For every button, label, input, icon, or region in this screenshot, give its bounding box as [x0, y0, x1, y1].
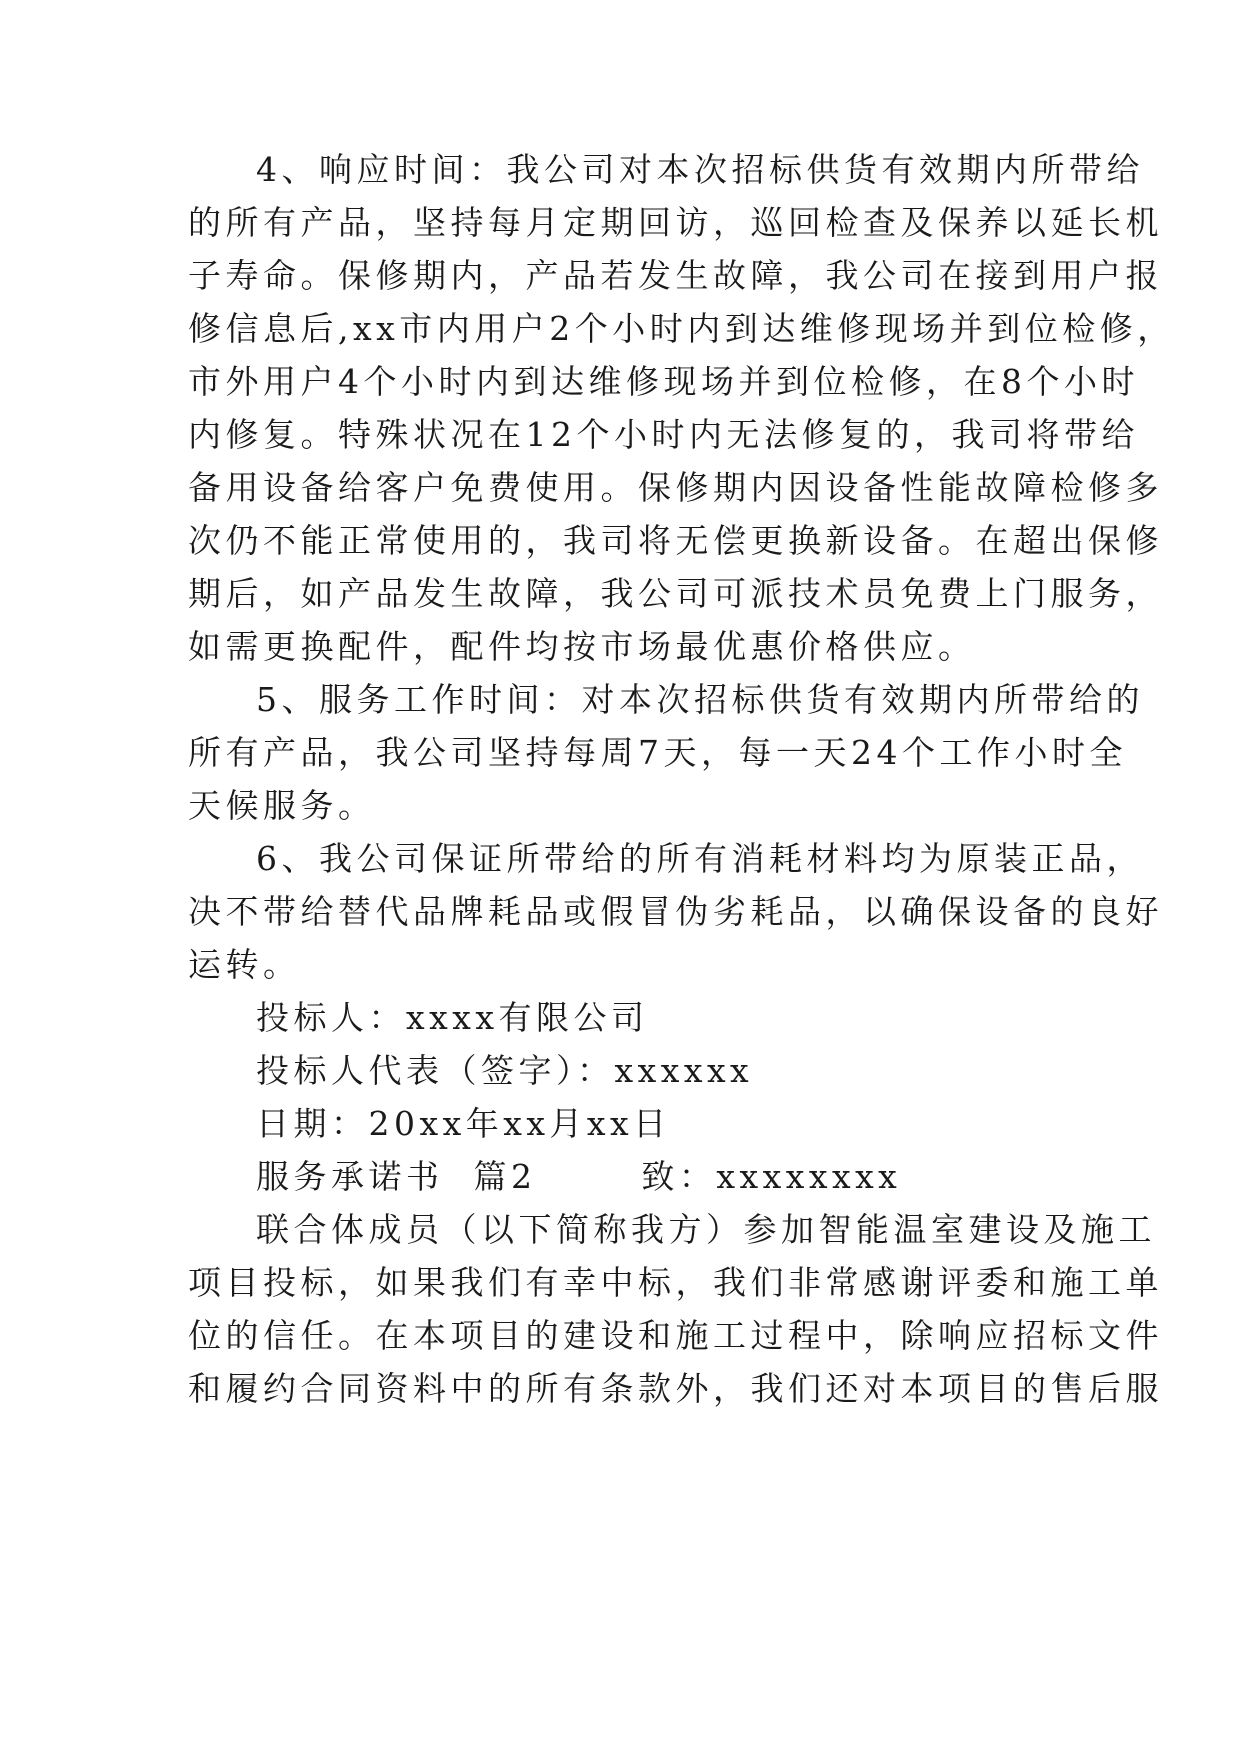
paragraph-4-line-5: 市外用户4个小时内到达维修现场并到位检修，在8个小时: [188, 362, 1139, 401]
intro-line-2: 项目投标，如果我们有幸中标，我们非常感谢评委和施工单: [188, 1263, 1163, 1302]
representative-line: 投标人代表（签字）：xxxxxx: [256, 1051, 754, 1090]
paragraph-6-line-1: 6、我公司保证所带给的所有消耗材料均为原装正品，: [256, 839, 1144, 878]
paragraph-5-line-1: 5、服务工作时间：对本次招标供货有效期内所带给的: [256, 680, 1144, 719]
paragraph-5-line-3: 天候服务。: [188, 786, 376, 825]
paragraph-4-line-3: 子寿命。保修期内，产品若发生故障，我公司在接到用户报: [188, 256, 1163, 295]
paragraph-4-line-9: 期后，如产品发生故障，我公司可派技术员免费上门服务，: [188, 574, 1163, 613]
paragraph-4-line-6: 内修复。特殊状况在12个小时内无法修复的，我司将带给: [188, 415, 1139, 454]
date-line: 日期：20xx年xx月xx日: [256, 1104, 671, 1143]
paragraph-6-line-2: 决不带给替代品牌耗品或假冒伪劣耗品，以确保设备的良好: [188, 892, 1163, 931]
intro-line-3: 位的信任。在本项目的建设和施工过程中，除响应招标文件: [188, 1316, 1163, 1355]
paragraph-4-line-8: 次仍不能正常使用的，我司将无偿更换新设备。在超出保修: [188, 521, 1163, 560]
paragraph-4-line-7: 备用设备给客户免费使用。保修期内因设备性能故障检修多: [188, 468, 1163, 507]
intro-line-4: 和履约合同资料中的所有条款外，我们还对本项目的售后服: [188, 1369, 1163, 1408]
paragraph-6-line-3: 运转。: [188, 945, 301, 984]
paragraph-4-line-2: 的所有产品，坚持每月定期回访，巡回检查及保养以延长机: [188, 203, 1163, 242]
paragraph-5-line-2: 所有产品，我公司坚持每周7天，每一天24个工作小时全: [188, 733, 1127, 772]
section-title: 服务承诺书 篇2 致：xxxxxxxx: [256, 1157, 902, 1196]
bidder-line: 投标人：xxxx有限公司: [256, 998, 649, 1037]
paragraph-4-line-4: 修信息后,xx市内用户2个小时内到达维修现场并到位检修，: [188, 309, 1175, 348]
intro-line-1: 联合体成员（以下简称我方）参加智能温室建设及施工: [256, 1210, 1156, 1249]
paragraph-4-line-10: 如需更换配件，配件均按市场最优惠价格供应。: [188, 627, 976, 666]
paragraph-4-line-1: 4、响应时间：我公司对本次招标供货有效期内所带给: [256, 150, 1144, 189]
